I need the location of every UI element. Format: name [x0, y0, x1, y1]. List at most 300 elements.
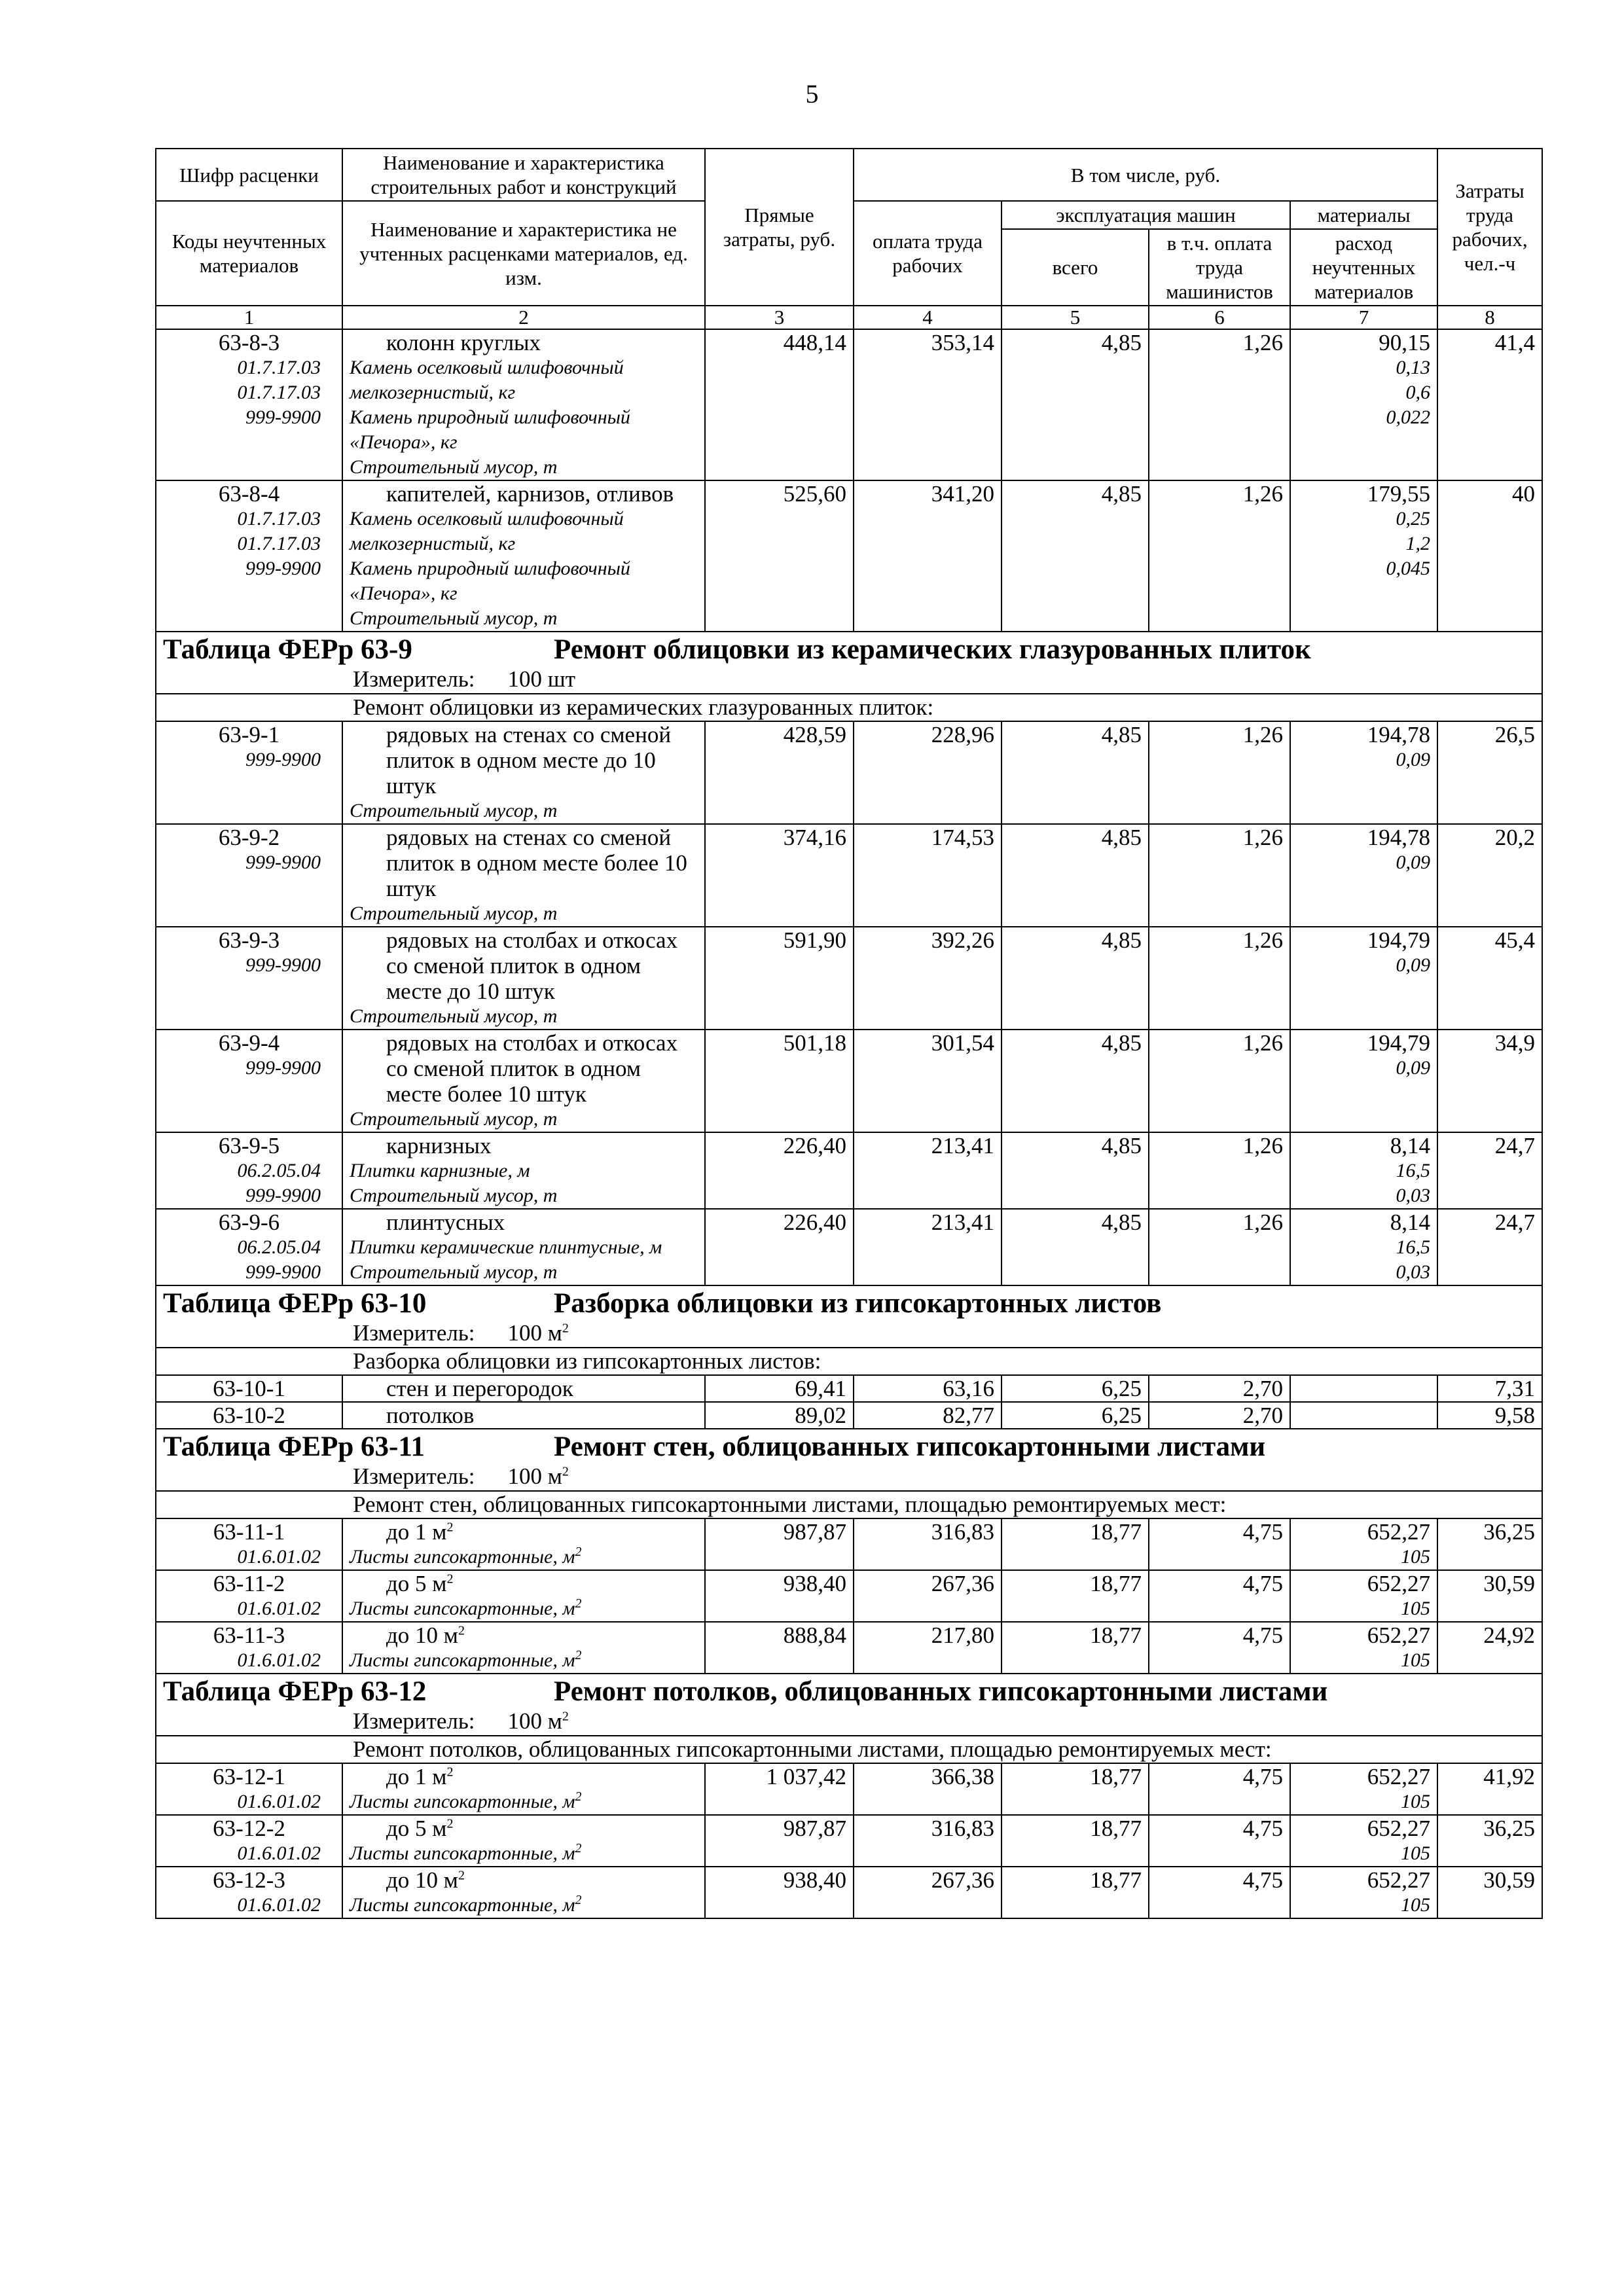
machines-cost-value: 4,85 [1101, 927, 1142, 953]
material-name: Листы гипсокартонные, $м^2$ [350, 1648, 582, 1671]
machines-cost [1001, 1518, 1149, 1570]
wages-cost-value: 213,41 [931, 1133, 994, 1158]
header-machinists: в т.ч. оплата труда машинистов [1149, 229, 1290, 306]
material-name: Листы гипсокартонные, $м^2$ [350, 1596, 582, 1619]
materials-cost [1290, 1209, 1437, 1285]
machines-cost-value: 4,85 [1101, 722, 1142, 747]
rate-name-text: до 1 $м^2$ [386, 1764, 454, 1789]
superscript: 2 [458, 1623, 465, 1638]
material-name: Строительный мусор, т [350, 607, 558, 629]
direct-cost [705, 1375, 854, 1402]
machinists-cost [1149, 1570, 1290, 1622]
rate-name [342, 1622, 705, 1674]
rate-name [342, 1867, 705, 1918]
col-number: 4 [854, 306, 1001, 329]
labor-cost-value: 9,58 [1494, 1403, 1536, 1428]
table-measure [163, 1708, 1535, 1735]
direct-cost-value: 938,40 [783, 1571, 846, 1596]
direct-cost [705, 1518, 854, 1570]
material-code: 06.2.05.04 [237, 1160, 321, 1181]
labor-cost-value: 41,4 [1494, 330, 1536, 355]
material-name: Листы гипсокартонные, $м^2$ [350, 1789, 582, 1812]
machines-cost [1001, 480, 1149, 632]
wages-cost-value: 228,96 [931, 722, 994, 747]
material-code: 999-9900 [245, 1057, 321, 1079]
superscript: 2 [575, 1893, 582, 1907]
table-heading: Ремонт потолков, облицованных гипсокартонными листами, площадью ремонтируемых мест: [156, 1736, 1542, 1763]
wages-cost [854, 824, 1001, 927]
rate-name [342, 927, 705, 1030]
rate-name [342, 1030, 705, 1132]
labor-cost-value: 7,31 [1494, 1376, 1536, 1401]
superscript: 2 [446, 1816, 454, 1831]
labor-cost-value: 41,92 [1483, 1764, 1536, 1789]
rate-row [156, 480, 1542, 632]
wages-cost [854, 1132, 1001, 1209]
table-number: Таблица ФЕРр 63-11 [163, 1431, 425, 1462]
wages-cost [854, 1622, 1001, 1674]
machines-cost [1001, 927, 1149, 1030]
direct-cost [705, 1763, 854, 1815]
labor-cost-value: 34,9 [1494, 1030, 1536, 1056]
labor-cost [1437, 1763, 1542, 1815]
machines-cost [1001, 824, 1149, 927]
machines-cost-value: 18,77 [1090, 1623, 1142, 1648]
superscript: 2 [575, 1596, 582, 1611]
table-heading: Ремонт облицовки из керамических глазурованных плиток: [156, 694, 1542, 721]
machinists-cost [1149, 824, 1290, 927]
table-title [156, 1674, 1542, 1736]
direct-cost [705, 1815, 854, 1867]
wages-cost-value: 217,80 [931, 1623, 994, 1648]
direct-cost [705, 1867, 854, 1918]
col-number: 8 [1437, 306, 1542, 329]
table-title-text: Ремонт стен, облицованных гипсокартонными листами [554, 1431, 1266, 1462]
direct-cost [705, 721, 854, 824]
materials-cost [1290, 1763, 1437, 1815]
labor-cost-value: 30,59 [1483, 1571, 1536, 1596]
machinists-cost-value: 4,75 [1242, 1867, 1283, 1893]
machines-cost [1001, 1815, 1149, 1867]
superscript: 2 [446, 1520, 454, 1535]
header-materials-expense: расход неучтенных материалов [1290, 229, 1437, 306]
rate-name-text: рядовых на столбах и откосах со сменой плиток в одном месте более 10 штук [386, 1030, 678, 1107]
measure-value: 100 $м^2$ [507, 1320, 569, 1346]
machines-cost-value: 18,77 [1090, 1519, 1142, 1545]
rate-name-text: рядовых на стенах со сменой плиток в одном месте более 10 штук [386, 825, 687, 901]
col-number: 5 [1001, 306, 1149, 329]
rate-code [156, 1867, 342, 1918]
labor-cost [1437, 480, 1542, 632]
material-qty: 1,2 [1405, 533, 1431, 554]
rate-row [156, 1570, 1542, 1622]
direct-cost [705, 1209, 854, 1285]
direct-cost-value: 1 037,42 [766, 1764, 846, 1789]
machines-cost-value: 4,85 [1101, 825, 1142, 850]
materials-cost [1290, 1030, 1437, 1132]
header-materials: материалы [1290, 201, 1437, 229]
labor-cost [1437, 1209, 1542, 1285]
material-name: Плитки керамические плинтусные, м [350, 1236, 662, 1258]
wages-cost-value: 213,41 [931, 1210, 994, 1235]
direct-cost-value: 374,16 [783, 825, 846, 850]
material-code: 999-9900 [245, 749, 321, 770]
direct-cost-value: 226,40 [783, 1133, 846, 1158]
rate-row [156, 824, 1542, 927]
wages-cost [854, 1030, 1001, 1132]
machines-cost [1001, 1402, 1149, 1429]
col-number: 1 [156, 306, 342, 329]
labor-cost [1437, 927, 1542, 1030]
rate-row [156, 1815, 1542, 1867]
table-header [156, 149, 1542, 329]
material-code: 999-9900 [245, 558, 321, 579]
rate-name-text: карнизных [386, 1133, 492, 1158]
machinists-cost-value: 1,26 [1242, 825, 1283, 850]
table-title-text: Разборка облицовки из гипсокартонных листов [554, 1288, 1162, 1319]
labor-cost-value: 20,2 [1494, 825, 1536, 850]
rate-row [156, 927, 1542, 1030]
materials-cost [1290, 480, 1437, 632]
rate-name-text: до 5 $м^2$ [386, 1816, 454, 1841]
rate-code-text: 63-10-2 [213, 1403, 285, 1428]
header-code: Шифр расценки [156, 149, 342, 201]
measure-label: Измеритель: [353, 1463, 475, 1489]
machinists-cost-value: 1,26 [1242, 927, 1283, 953]
superscript: 2 [575, 1545, 582, 1559]
material-qty: 0,09 [1396, 1057, 1431, 1079]
superscript: 2 [446, 1571, 454, 1587]
machinists-cost-value: 4,75 [1242, 1571, 1283, 1596]
rate-code-text: 63-11-1 [213, 1519, 285, 1545]
direct-cost [705, 1030, 854, 1132]
rate-row [156, 329, 1542, 480]
material-qty: 105 [1401, 1546, 1431, 1568]
rate-code [156, 1030, 342, 1132]
wages-cost-value: 341,20 [931, 481, 994, 507]
rate-code [156, 1132, 342, 1209]
machines-cost-value: 18,77 [1090, 1867, 1142, 1893]
table-title-row [156, 1285, 1542, 1348]
direct-cost [705, 1132, 854, 1209]
rate-name-text: плинтусных [386, 1210, 505, 1235]
rate-name [342, 1763, 705, 1815]
material-name: Строительный мусор, т [350, 456, 558, 478]
materials-cost-value: 179,55 [1367, 481, 1431, 507]
wages-cost-value: 301,54 [931, 1030, 994, 1056]
material-qty: 105 [1401, 1894, 1431, 1916]
rate-code-text: 63-9-1 [218, 722, 280, 747]
material-name: Листы гипсокартонные, $м^2$ [350, 1545, 582, 1568]
rate-row [156, 1622, 1542, 1674]
machines-cost [1001, 1622, 1149, 1674]
rate-name [342, 1518, 705, 1570]
material-code: 01.6.01.02 [237, 1546, 321, 1568]
machinists-cost-value: 4,75 [1242, 1816, 1283, 1841]
machines-cost-value: 4,85 [1101, 1133, 1142, 1158]
material-code: 999-9900 [245, 954, 321, 976]
machines-cost-value: 6,25 [1101, 1376, 1142, 1401]
rate-code [156, 1375, 342, 1402]
rate-name-text: до 10 $м^2$ [386, 1623, 465, 1648]
material-code: 01.7.17.03 [237, 533, 321, 554]
material-code: 999-9900 [245, 1261, 321, 1283]
rate-name-text: до 5 $м^2$ [386, 1571, 454, 1596]
header-unaccounted-names: Наименование и характеристика не учтенных расценками материалов, ед. изм. [342, 201, 705, 306]
table-measure [163, 666, 1535, 693]
machinists-cost [1149, 329, 1290, 480]
wages-cost-value: 316,83 [931, 1519, 994, 1545]
rate-code [156, 1763, 342, 1815]
wages-cost-value: 267,36 [931, 1867, 994, 1893]
rate-code-text: 63-9-4 [218, 1030, 280, 1056]
machines-cost [1001, 1375, 1149, 1402]
materials-cost [1290, 1518, 1437, 1570]
rate-name-text: стен и перегородок [386, 1376, 573, 1401]
rate-code-text: 63-12-3 [213, 1867, 285, 1893]
direct-cost-value: 448,14 [783, 330, 846, 355]
header-direct: Прямые затраты, руб. [705, 149, 854, 306]
table-heading-row [156, 1491, 1542, 1518]
machines-cost [1001, 329, 1149, 480]
wages-cost [854, 1763, 1001, 1815]
machinists-cost [1149, 927, 1290, 1030]
machinists-cost-value: 1,26 [1242, 1210, 1283, 1235]
direct-cost [705, 480, 854, 632]
rate-code [156, 927, 342, 1030]
machines-cost-value: 18,77 [1090, 1764, 1142, 1789]
machines-cost [1001, 1030, 1149, 1132]
materials-cost [1290, 1132, 1437, 1209]
rate-name [342, 480, 705, 632]
material-name: Строительный мусор, т [350, 1108, 558, 1130]
machines-cost [1001, 1763, 1149, 1815]
materials-cost-value: 652,27 [1367, 1571, 1431, 1596]
material-name: Строительный мусор, т [350, 1261, 558, 1283]
wages-cost-value: 267,36 [931, 1571, 994, 1596]
machinists-cost-value: 1,26 [1242, 722, 1283, 747]
material-qty: 16,5 [1396, 1236, 1431, 1258]
measure-value: 100 $м^2$ [507, 1708, 569, 1734]
wages-cost [854, 1570, 1001, 1622]
wages-cost [854, 721, 1001, 824]
material-code: 01.7.17.03 [237, 357, 321, 378]
wages-cost [854, 1518, 1001, 1570]
machinists-cost-value: 4,75 [1242, 1764, 1283, 1789]
materials-cost [1290, 824, 1437, 927]
materials-cost-value: 652,27 [1367, 1764, 1431, 1789]
rate-name-text: капителей, карнизов, отливов [386, 481, 674, 507]
material-code: 01.6.01.02 [237, 1649, 321, 1671]
machinists-cost-value: 1,26 [1242, 1133, 1283, 1158]
rate-name [342, 1375, 705, 1402]
superscript: 2 [575, 1648, 582, 1662]
labor-cost-value: 30,59 [1483, 1867, 1536, 1893]
labor-cost-value: 24,7 [1494, 1133, 1536, 1158]
material-code: 01.7.17.03 [237, 508, 321, 529]
materials-cost-value: 194,78 [1367, 722, 1431, 747]
labor-cost [1437, 1132, 1542, 1209]
rate-name-text: рядовых на столбах и откосах со сменой плиток в одном месте до 10 штук [386, 927, 678, 1004]
labor-cost [1437, 824, 1542, 927]
rate-code-text: 63-8-3 [218, 330, 280, 355]
rate-row [156, 1518, 1542, 1570]
machines-cost [1001, 1209, 1149, 1285]
direct-cost [705, 1570, 854, 1622]
direct-cost-value: 987,87 [783, 1519, 846, 1545]
labor-cost-value: 36,25 [1483, 1519, 1536, 1545]
wages-cost [854, 329, 1001, 480]
rate-row [156, 1375, 1542, 1402]
table-heading-row [156, 1736, 1542, 1763]
materials-cost [1290, 1622, 1437, 1674]
rate-row [156, 1402, 1542, 1429]
rate-code-text: 63-8-4 [218, 481, 280, 507]
machinists-cost [1149, 1763, 1290, 1815]
table-title-row [156, 1674, 1542, 1736]
rate-row [156, 1209, 1542, 1285]
material-code: 01.6.01.02 [237, 1894, 321, 1916]
wages-cost [854, 480, 1001, 632]
rate-code-text: 63-12-2 [213, 1816, 285, 1841]
materials-cost [1290, 927, 1437, 1030]
superscript: 2 [562, 1709, 569, 1724]
material-name: Плитки карнизные, м [350, 1160, 530, 1181]
rate-code [156, 824, 342, 927]
measure-value: 100 шт [507, 666, 576, 692]
machines-cost [1001, 721, 1149, 824]
machines-cost-value: 4,85 [1101, 1210, 1142, 1235]
rate-code-text: 63-9-2 [218, 825, 280, 850]
machines-cost-value: 4,85 [1101, 1030, 1142, 1056]
materials-cost [1290, 1867, 1437, 1918]
machinists-cost [1149, 1402, 1290, 1429]
material-name: Камень оселковый шлифовочный мелкозернистый, кг [350, 508, 624, 554]
col-number: 3 [705, 306, 854, 329]
material-qty: 0,09 [1396, 749, 1431, 770]
rate-code [156, 329, 342, 480]
material-name: Строительный мусор, т [350, 1185, 558, 1206]
material-name: Листы гипсокартонные, $м^2$ [350, 1841, 582, 1864]
rate-row [156, 1030, 1542, 1132]
rate-name [342, 329, 705, 480]
table-title-text: Ремонт потолков, облицованных гипсокартонными листами [554, 1676, 1328, 1707]
labor-cost [1437, 1375, 1542, 1402]
rate-name [342, 1209, 705, 1285]
material-code: 06.2.05.04 [237, 1236, 321, 1258]
measure-label: Измеритель: [353, 1708, 475, 1734]
rate-name [342, 1402, 705, 1429]
labor-cost [1437, 1402, 1542, 1429]
materials-cost [1290, 329, 1437, 480]
rate-name [342, 1815, 705, 1867]
material-qty: 105 [1401, 1598, 1431, 1619]
machinists-cost [1149, 1867, 1290, 1918]
material-code: 01.6.01.02 [237, 1791, 321, 1812]
machinists-cost [1149, 1815, 1290, 1867]
material-name: Камень оселковый шлифовочный мелкозернистый, кг [350, 357, 624, 403]
machinists-cost-value: 4,75 [1242, 1623, 1283, 1648]
machinists-cost [1149, 1375, 1290, 1402]
materials-cost-value: 194,78 [1367, 825, 1431, 850]
superscript: 2 [575, 1789, 582, 1804]
labor-cost [1437, 1030, 1542, 1132]
machines-cost [1001, 1867, 1149, 1918]
wages-cost-value: 392,26 [931, 927, 994, 953]
labor-cost [1437, 1867, 1542, 1918]
rate-code-text: 63-9-6 [218, 1210, 280, 1235]
table-title [156, 1429, 1542, 1491]
labor-cost [1437, 1570, 1542, 1622]
measure-value: 100 $м^2$ [507, 1463, 569, 1489]
machinists-cost-value: 1,26 [1242, 1030, 1283, 1056]
labor-cost [1437, 1815, 1542, 1867]
material-code: 01.6.01.02 [237, 1842, 321, 1864]
table-heading-row [156, 1348, 1542, 1375]
machines-cost-value: 6,25 [1101, 1403, 1142, 1428]
labor-cost-value: 26,5 [1494, 722, 1536, 747]
table-title [156, 632, 1542, 694]
material-name: Листы гипсокартонные, $м^2$ [350, 1893, 582, 1916]
table-body [156, 329, 1542, 1918]
machinists-cost [1149, 480, 1290, 632]
materials-cost-value: 8,14 [1390, 1210, 1431, 1235]
table-title-row [156, 1429, 1542, 1491]
measure-label: Измеритель: [353, 1320, 475, 1346]
rate-code-text: 63-10-1 [213, 1376, 285, 1401]
page-number: 5 [805, 79, 819, 109]
header-machines-total: всего [1001, 229, 1149, 306]
material-name: Камень природный шлифовочный «Печора», кг [350, 406, 630, 453]
labor-cost-value: 24,7 [1494, 1210, 1536, 1235]
header-labor: Затраты труда рабочих, чел.-ч [1437, 149, 1542, 306]
col-number: 2 [342, 306, 705, 329]
table-title-text: Ремонт облицовки из керамических глазурованных плиток [554, 634, 1311, 665]
material-qty: 105 [1401, 1791, 1431, 1812]
rate-name-text: до 10 $м^2$ [386, 1867, 465, 1893]
material-name: Камень природный шлифовочный «Печора», кг [350, 558, 630, 604]
table-heading: Ремонт стен, облицованных гипсокартонными листами, площадью ремонтируемых мест: [156, 1491, 1542, 1518]
material-code: 999-9900 [245, 852, 321, 873]
machinists-cost-value: 1,26 [1242, 481, 1283, 507]
materials-cost-value: 90,15 [1379, 330, 1431, 355]
material-qty: 0,03 [1396, 1261, 1431, 1283]
material-qty: 0,6 [1405, 382, 1431, 403]
rate-code [156, 1815, 342, 1867]
rate-code [156, 1402, 342, 1429]
col-number: 6 [1149, 306, 1290, 329]
superscript: 2 [562, 1321, 569, 1336]
header-machines: эксплуатация машин [1001, 201, 1290, 229]
rate-name [342, 1570, 705, 1622]
wages-cost [854, 1209, 1001, 1285]
header-wages: оплата труда рабочих [854, 201, 1001, 306]
material-code: 999-9900 [245, 1185, 321, 1206]
direct-cost-value: 69,41 [795, 1376, 846, 1401]
material-qty: 0,25 [1396, 508, 1431, 529]
material-qty: 0,09 [1396, 852, 1431, 873]
direct-cost [705, 927, 854, 1030]
material-qty: 0,022 [1386, 406, 1431, 428]
table-measure [163, 1319, 1535, 1347]
direct-cost [705, 1402, 854, 1429]
labor-cost [1437, 1518, 1542, 1570]
materials-cost [1290, 1815, 1437, 1867]
rate-code [156, 1570, 342, 1622]
materials-cost-value: 194,79 [1367, 1030, 1431, 1056]
machinists-cost-value: 1,26 [1242, 330, 1283, 355]
rate-name-text: до 1 $м^2$ [386, 1519, 454, 1545]
